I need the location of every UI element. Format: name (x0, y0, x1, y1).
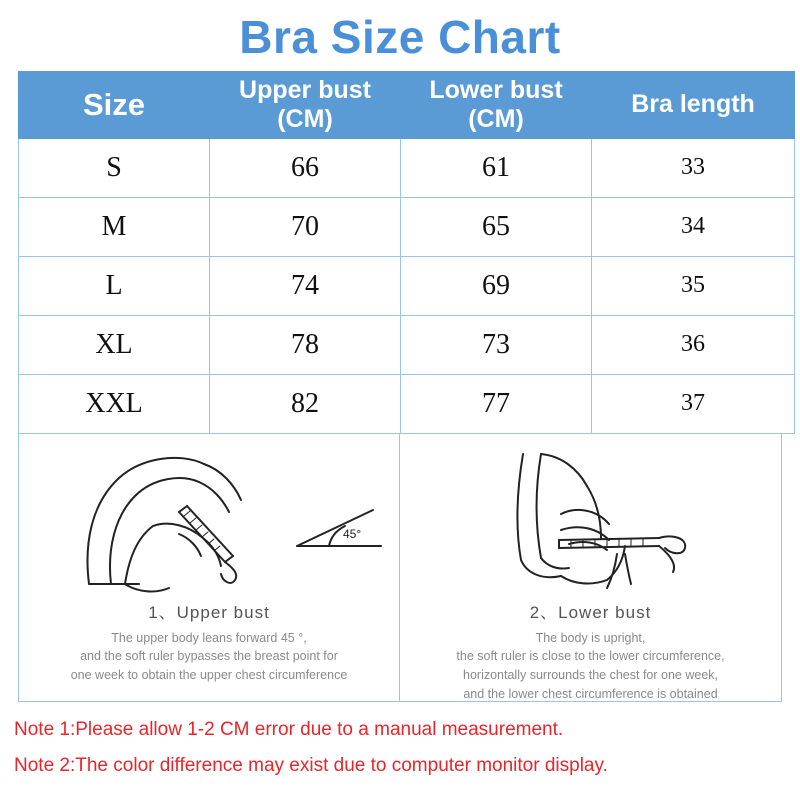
cell-lower-bust: 65 (401, 197, 592, 256)
note-line: and the soft ruler bypasses the breast point for (80, 649, 338, 664)
cell-bra-length: 34 (592, 197, 795, 256)
page-title: Bra Size Chart (239, 11, 561, 63)
table-row (19, 256, 795, 315)
illustration-caption-upper: 1、Upper bust (148, 602, 270, 622)
cell-upper-bust: 78 (210, 315, 401, 374)
lower-bust-diagram-icon (411, 434, 771, 604)
angle-label: 45° (343, 526, 362, 541)
illustration-note-upper (19, 629, 399, 685)
cell-bra-length: 33 (592, 138, 795, 197)
table-row (19, 138, 795, 197)
table-row (19, 374, 795, 433)
cell-upper-bust: 74 (210, 256, 401, 315)
column-header-size: Size (19, 71, 210, 138)
table-header (19, 71, 795, 138)
illustration-lower-bust (400, 434, 781, 701)
footer-notes (0, 702, 800, 784)
table-row (19, 315, 795, 374)
cell-size: XXL (19, 374, 210, 433)
column-header-lower-bust (401, 71, 592, 138)
column-header-upper-bust (210, 71, 401, 138)
note-line: horizontally surrounds the chest for one week, (463, 668, 718, 683)
cell-bra-length: 37 (592, 374, 795, 433)
size-table (18, 71, 795, 434)
illustration-upper-bust (19, 434, 400, 701)
column-header-lower-bust-line1: Lower bust (429, 75, 563, 104)
cell-bra-length: 36 (592, 315, 795, 374)
cell-size: XL (19, 315, 210, 374)
column-header-lower-bust-line2: (CM) (468, 104, 524, 133)
table-header-row (19, 71, 795, 138)
note-1: Note 1:Please allow 1-2 CM error due to a manual measurement. (14, 718, 564, 740)
cell-size: M (19, 197, 210, 256)
upper-bust-diagram-icon (29, 434, 389, 604)
cell-upper-bust: 70 (210, 197, 401, 256)
size-table-container (0, 71, 800, 434)
cell-upper-bust: 82 (210, 374, 401, 433)
cell-size: L (19, 256, 210, 315)
note-line: the soft ruler is close to the lower circumference, (456, 649, 725, 664)
cell-lower-bust: 69 (401, 256, 592, 315)
cell-lower-bust: 61 (401, 138, 592, 197)
note-line: The upper body leans forward 45 °, (111, 630, 307, 645)
cell-upper-bust: 66 (210, 138, 401, 197)
column-header-upper-bust-line1: Upper bust (239, 75, 371, 104)
cell-lower-bust: 73 (401, 315, 592, 374)
illustration-note-lower (400, 629, 781, 704)
note-line: and the lower chest circumference is obtained (463, 686, 718, 701)
note-2: Note 2:The color difference may exist due to computer monitor display. (14, 754, 608, 776)
cell-lower-bust: 77 (401, 374, 592, 433)
table-row (19, 197, 795, 256)
cell-size: S (19, 138, 210, 197)
table-body (19, 138, 795, 433)
column-header-bra-length: Bra length (592, 71, 795, 138)
column-header-upper-bust-line2: (CM) (277, 104, 333, 133)
cell-bra-length: 35 (592, 256, 795, 315)
note-line: The body is upright, (535, 630, 646, 645)
measurement-illustrations (18, 434, 782, 702)
note-line: one week to obtain the upper chest circumference (70, 668, 348, 683)
illustration-caption-lower: 2、Lower bust (529, 602, 652, 622)
